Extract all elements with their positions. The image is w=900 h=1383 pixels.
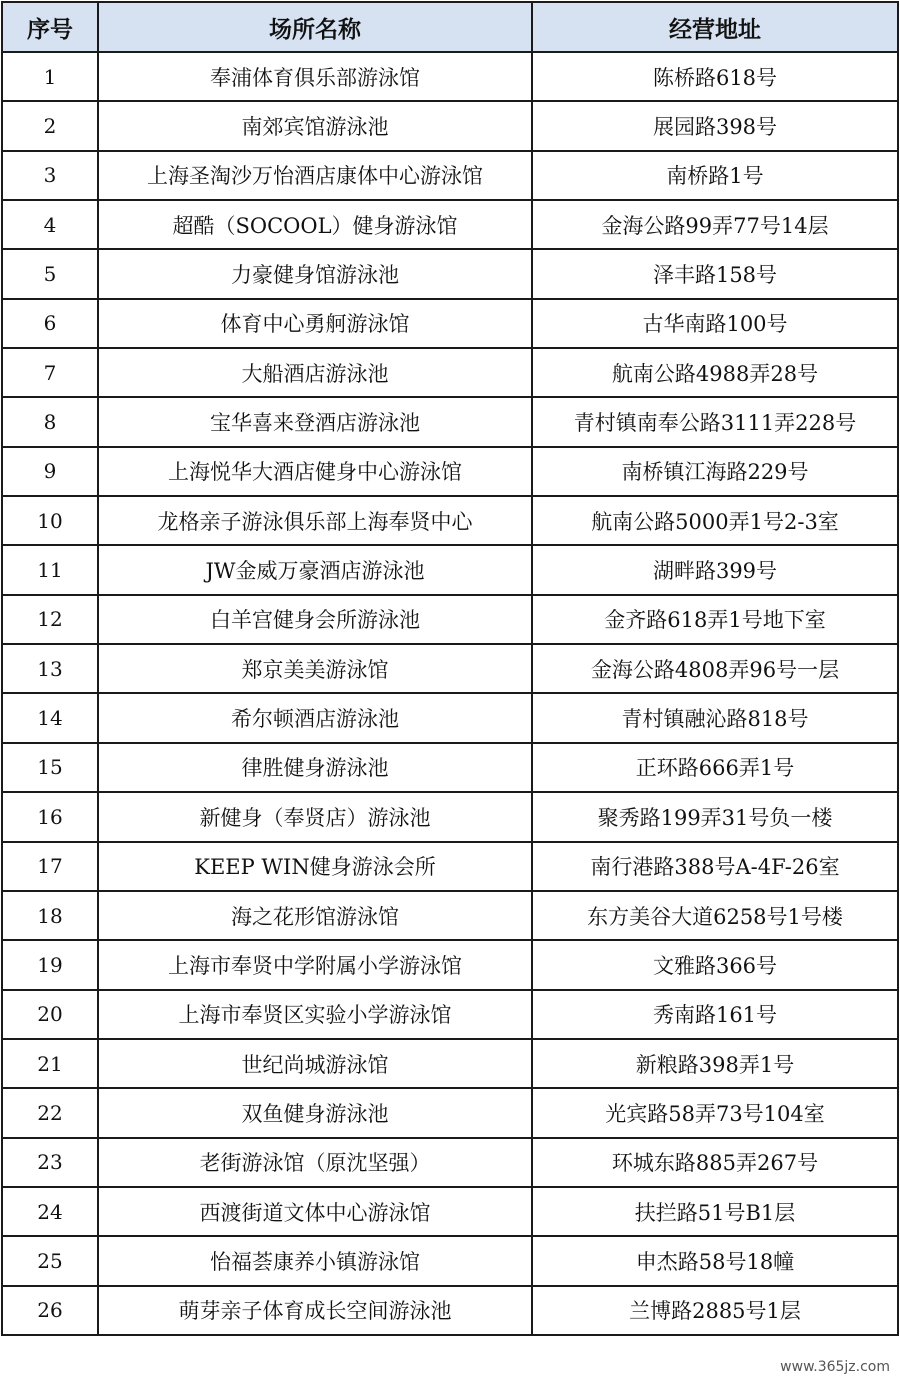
row-index-cell: 9	[2, 447, 98, 496]
venue-table	[1, 1, 899, 1336]
table-row	[2, 743, 898, 792]
row-index-cell: 25	[2, 1236, 98, 1285]
table-row	[2, 101, 898, 150]
row-index-cell: 6	[2, 299, 98, 348]
venue-name-cell: KEEP WIN健身游泳会所	[98, 842, 532, 891]
venue-name-cell: 上海悦华大酒店健身中心游泳馆	[98, 447, 532, 496]
row-index-cell: 14	[2, 693, 98, 742]
venue-address-cell: 南桥路1号	[532, 151, 898, 200]
venue-address-cell: 秀南路161号	[532, 990, 898, 1039]
table-row	[2, 151, 898, 200]
row-index-cell: 10	[2, 496, 98, 545]
row-index-cell: 1	[2, 52, 98, 101]
row-index-cell: 13	[2, 644, 98, 693]
table-row	[2, 891, 898, 940]
row-index-cell: 20	[2, 990, 98, 1039]
row-index-cell: 22	[2, 1088, 98, 1137]
row-index-cell: 11	[2, 545, 98, 594]
table-row	[2, 1286, 898, 1335]
row-index-cell: 2	[2, 101, 98, 150]
row-index-cell: 8	[2, 397, 98, 446]
table-row	[2, 842, 898, 891]
venue-address-cell: 航南公路5000弄1号2-3室	[532, 496, 898, 545]
row-index-cell: 3	[2, 151, 98, 200]
venue-name-cell: 海之花形馆游泳馆	[98, 891, 532, 940]
row-index-cell: 21	[2, 1039, 98, 1088]
venue-address-cell: 古华南路100号	[532, 299, 898, 348]
venue-name-cell: 白羊宫健身会所游泳池	[98, 595, 532, 644]
venue-address-cell: 南桥镇江海路229号	[532, 447, 898, 496]
table-row	[2, 397, 898, 446]
table-row	[2, 496, 898, 545]
venue-name-cell: JW金威万豪酒店游泳池	[98, 545, 532, 594]
venue-address-cell: 光宾路58弄73号104室	[532, 1088, 898, 1137]
venue-name-cell: 上海圣淘沙万怡酒店康体中心游泳馆	[98, 151, 532, 200]
venue-address-cell: 新粮路398弄1号	[532, 1039, 898, 1088]
venue-name-cell: 老街游泳馆（原沈坚强）	[98, 1138, 532, 1187]
row-index-cell: 17	[2, 842, 98, 891]
venue-name-cell: 西渡街道文体中心游泳馆	[98, 1187, 532, 1236]
venue-name-cell: 力豪健身馆游泳池	[98, 249, 532, 298]
header-index: 序号	[2, 2, 98, 52]
venue-name-cell: 大船酒店游泳池	[98, 348, 532, 397]
venue-address-cell: 金海公路99弄77号14层	[532, 200, 898, 249]
row-index-cell: 5	[2, 249, 98, 298]
header-venue-name: 场所名称	[98, 2, 532, 52]
venue-address-cell: 青村镇融沁路818号	[532, 693, 898, 742]
venue-address-cell: 金齐路618弄1号地下室	[532, 595, 898, 644]
venue-name-cell: 奉浦体育俱乐部游泳馆	[98, 52, 532, 101]
venue-address-cell: 展园路398号	[532, 101, 898, 150]
venue-address-cell: 申杰路58号18幢	[532, 1236, 898, 1285]
venue-name-cell: 南郊宾馆游泳池	[98, 101, 532, 150]
table-row	[2, 1187, 898, 1236]
header-address: 经营地址	[532, 2, 898, 52]
table-row	[2, 545, 898, 594]
venue-address-cell: 聚秀路199弄31号负一楼	[532, 792, 898, 841]
venue-address-cell: 兰博路2885号1层	[532, 1286, 898, 1335]
table-row	[2, 249, 898, 298]
venue-address-cell: 环城东路885弄267号	[532, 1138, 898, 1187]
table-row	[2, 447, 898, 496]
venue-address-cell: 青村镇南奉公路3111弄228号	[532, 397, 898, 446]
venue-name-cell: 郑京美美游泳馆	[98, 644, 532, 693]
venue-address-cell: 航南公路4988弄28号	[532, 348, 898, 397]
venue-name-cell: 世纪尚城游泳馆	[98, 1039, 532, 1088]
table-row	[2, 52, 898, 101]
venue-address-cell: 扶拦路51号B1层	[532, 1187, 898, 1236]
watermark: www.365jz.com	[780, 1359, 890, 1375]
venue-name-cell: 宝华喜来登酒店游泳池	[98, 397, 532, 446]
row-index-cell: 7	[2, 348, 98, 397]
venue-address-cell: 金海公路4808弄96号一层	[532, 644, 898, 693]
table-row	[2, 940, 898, 989]
venue-name-cell: 希尔顿酒店游泳池	[98, 693, 532, 742]
row-index-cell: 12	[2, 595, 98, 644]
venue-name-cell: 怡福荟康养小镇游泳馆	[98, 1236, 532, 1285]
table-row	[2, 299, 898, 348]
venue-name-cell: 律胜健身游泳池	[98, 743, 532, 792]
venue-name-cell: 新健身（奉贤店）游泳池	[98, 792, 532, 841]
table-row	[2, 693, 898, 742]
venue-name-cell: 上海市奉贤中学附属小学游泳馆	[98, 940, 532, 989]
table-header-row	[2, 2, 898, 52]
table-row	[2, 990, 898, 1039]
venue-name-cell: 双鱼健身游泳池	[98, 1088, 532, 1137]
venue-address-cell: 泽丰路158号	[532, 249, 898, 298]
row-index-cell: 15	[2, 743, 98, 792]
table-row	[2, 200, 898, 249]
table-row	[2, 1088, 898, 1137]
table-row	[2, 1236, 898, 1285]
venue-name-cell: 超酷（SOCOOL）健身游泳馆	[98, 200, 532, 249]
row-index-cell: 26	[2, 1286, 98, 1335]
table-row	[2, 348, 898, 397]
venue-address-cell: 湖畔路399号	[532, 545, 898, 594]
table-row	[2, 1138, 898, 1187]
venue-name-cell: 龙格亲子游泳俱乐部上海奉贤中心	[98, 496, 532, 545]
venue-name-cell: 上海市奉贤区实验小学游泳馆	[98, 990, 532, 1039]
table-row	[2, 595, 898, 644]
table-row	[2, 644, 898, 693]
venue-name-cell: 体育中心勇舸游泳馆	[98, 299, 532, 348]
venue-address-cell: 东方美谷大道6258号1号楼	[532, 891, 898, 940]
venue-address-cell: 南行港路388号A-4F-26室	[532, 842, 898, 891]
row-index-cell: 23	[2, 1138, 98, 1187]
row-index-cell: 16	[2, 792, 98, 841]
row-index-cell: 24	[2, 1187, 98, 1236]
table-row	[2, 792, 898, 841]
row-index-cell: 18	[2, 891, 98, 940]
venue-address-cell: 文雅路366号	[532, 940, 898, 989]
row-index-cell: 4	[2, 200, 98, 249]
table-row	[2, 1039, 898, 1088]
row-index-cell: 19	[2, 940, 98, 989]
venue-address-cell: 正环路666弄1号	[532, 743, 898, 792]
venue-address-cell: 陈桥路618号	[532, 52, 898, 101]
table-body	[2, 52, 898, 1335]
venue-name-cell: 萌芽亲子体育成长空间游泳池	[98, 1286, 532, 1335]
